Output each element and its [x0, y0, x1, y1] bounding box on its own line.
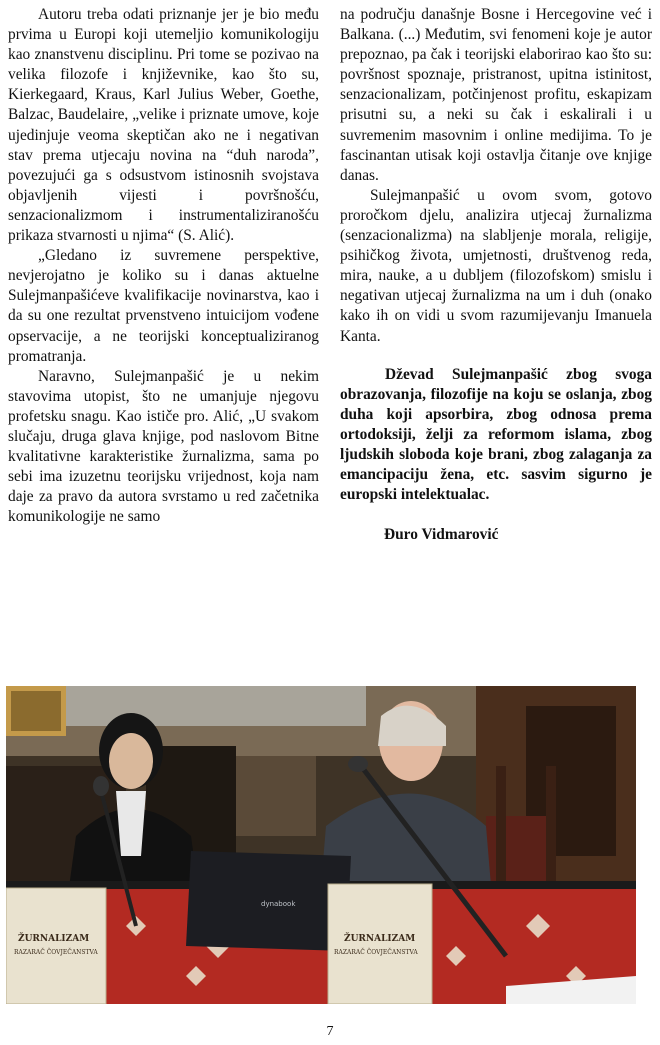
- event-photo: [6, 686, 636, 1004]
- paragraph: „Gledano iz suvremene perspektive, nevjerojatno je koliko su i danas aktuelne Sulejmanpašićeve kvalifikacije novinarstva, kao i da su one rezultat prvenstveno intuicijom vođene opservacije, a ne teorijski konceptualiziranog promatranja.: [8, 247, 319, 365]
- paragraph: Naravno, Sulejmanpašić je u nekim stavovima utopist, što ne umanjuje njegovu profetsku snagu. Kao ističe pro. Alić, „U svakom slučaju, druga glava knjige, pod naslovom Bitne kvalitativne karakteristike žurnalizma, sama po sebi ima izuzetnu teorijsku vrijednost, koja nam daje za pravo da autora svrstamo u red začetnika komunikologije ne samo: [8, 367, 319, 526]
- book-title: ŽURNALIZAM: [344, 934, 416, 944]
- author-signature: Đuro Vidmarović: [384, 526, 499, 544]
- book-subtitle: RAZARAČ ČOVJEČANSTVA: [14, 949, 98, 956]
- page-number: 7: [326, 1024, 334, 1039]
- conclusion-block: [340, 365, 652, 506]
- left-column: [8, 5, 319, 527]
- paragraph: na području današnje Bosne i Hercegovine već i Balkana. (...) Međutim, svi fenomeni koje je autor prepoznao, pa čak i teorijski elaborirao kao što su: površnost spoznaje, pristranost, upitna istinitost, senzacionalizam, potčinjenost profitu, eskapizam prisutni su, a neki su čak i eskalirali i u suvremenim masovnim i online medijima. To je fascinantan utisak koji ostavlja čitanje ove knjige danas.: [340, 6, 652, 184]
- paragraph: Autoru treba odati priznanje jer je bio među prvima u Europi koji utemeljio komunikologiju kao znanstvenu disciplinu. Pri tome se pozivao na velika filozofe i književnike, kao što su, Kierkegaard, Kraus, Karl Julius Weber, Goethe, Balzac, Baudelaire, „velike i priznate umove, koje ujedinjuje veoma skeptičan ako ne i negativan stav prema utjecaju novina na “duh naroda”, povezujući ga s odsustvom istinosnih svojstava objavljenih vijesti i površnošću, senzacionalizmom i instrumentaliziranošću prikaza stvarnosti u njima“ (S. Alić).: [8, 6, 319, 245]
- book-title: ŽURNALIZAM: [18, 934, 90, 944]
- paragraph: Sulejmanpašić u ovom svom, gotovo proročkom djelu, analizira utjecaj žurnalizma (senzacionalizma) na slabljenje morala, religije, psihičkog života, umjetnosti, društvenog reda, mira, nauke, a u dubljem (filozofskom) smislu i negativan utjecaj žurnalizma na um i duh (onako kako ih on vidi u svom razumijevanju Imanuela Kanta.: [340, 186, 652, 345]
- book-subtitle: RAZARAČ ČOVJEČANSTVA: [334, 949, 418, 956]
- right-column: [340, 5, 652, 545]
- laptop-logo: dynabook: [261, 900, 296, 908]
- conclusion-text: Dževad Sulejmanpašić zbog svoga obrazovanja, filozofije na koju se oslanja, zbog duha koji apsorbira, zbog odnosa prema ortodoksiji, želji za reformom islama, zbog ljudskih sloboda koje brani, zbog zalaganja za emancipaciju žena, etc. sasvim sigurno je europski intelektualac.: [340, 365, 652, 504]
